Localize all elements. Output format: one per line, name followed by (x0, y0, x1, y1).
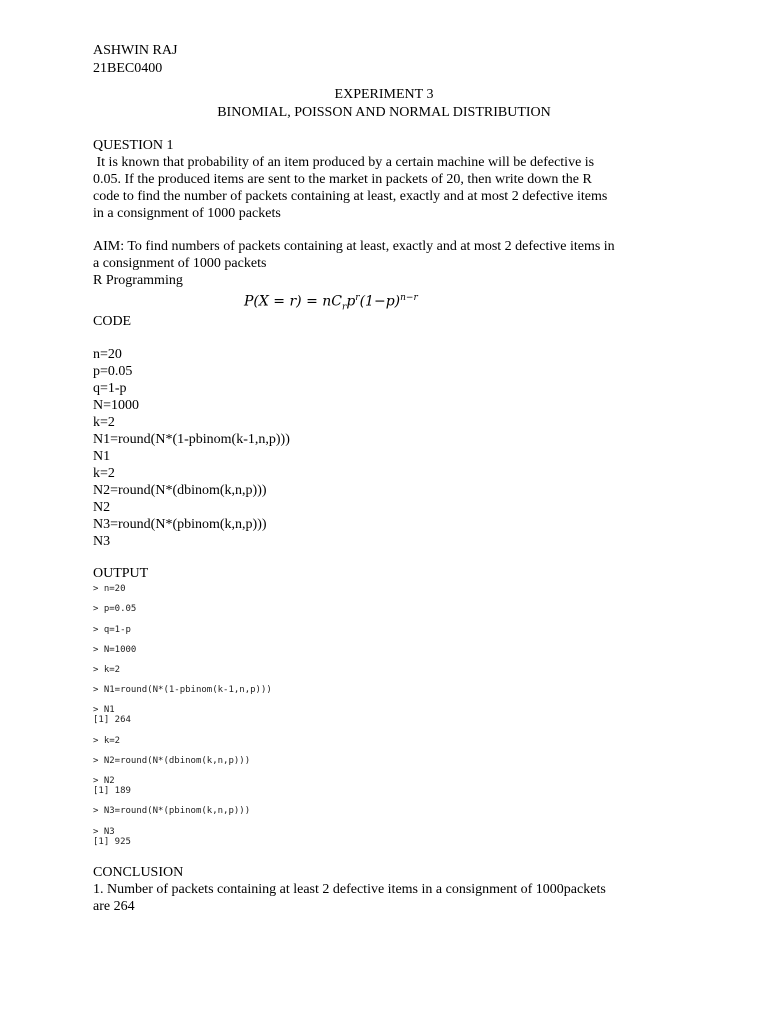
console-line: > N1 (93, 705, 115, 715)
question-line: code to find the number of packets containing at least, exactly and at most 2 defective items (93, 189, 608, 204)
console-line: > n=20 (93, 584, 126, 594)
console-result: [1] 189 (93, 786, 131, 796)
console-line: > p=0.05 (93, 604, 137, 614)
console-result: [1] 925 (93, 837, 131, 847)
question-heading: QUESTION 1 (93, 138, 174, 153)
registration-number: 21BEC0400 (93, 61, 163, 76)
author-name: ASHWIN RAJ (93, 43, 178, 58)
aim-line: a consignment of 1000 packets (93, 256, 267, 271)
question-line: in a consignment of 1000 packets (93, 206, 281, 221)
console-line: > N2 (93, 776, 115, 786)
experiment-title: EXPERIMENT 3 (334, 87, 434, 102)
console-line: > N2=round(N*(dbinom(k,n,p))) (93, 756, 251, 766)
code-line: p=0.05 (93, 364, 133, 379)
console-line: > N3=round(N*(pbinom(k,n,p))) (93, 806, 251, 816)
experiment-subject: BINOMIAL, POISSON AND NORMAL DISTRIBUTION (217, 105, 551, 120)
r-programming-label: R Programming (93, 273, 183, 288)
console-line: > k=2 (93, 736, 121, 746)
console-line: > N1=round(N*(1-pbinom(k-1,n,p))) (93, 685, 272, 695)
conclusion-line: 1. Number of packets containing at least 2 defective items in a consignment of 1000packets (93, 882, 606, 897)
code-line: N2=round(N*(dbinom(k,n,p))) (93, 483, 267, 498)
console-result: [1] 264 (93, 715, 131, 725)
conclusion-heading: CONCLUSION (93, 865, 184, 880)
code-heading: CODE (93, 314, 132, 329)
code-line: N1=round(N*(1-pbinom(k-1,n,p))) (93, 432, 290, 447)
code-line: k=2 (93, 466, 115, 481)
code-line: n=20 (93, 347, 122, 362)
code-line: N3 (93, 534, 111, 549)
conclusion-line: are 264 (93, 899, 135, 914)
console-line: > N3 (93, 827, 115, 837)
code-line: k=2 (93, 415, 115, 430)
binomial-formula: $P(X = r) = nC_rp^r(1-p)^{n-r}$ (244, 293, 418, 313)
code-line: N3=round(N*(pbinom(k,n,p))) (93, 517, 267, 532)
console-line: > q=1-p (93, 625, 131, 635)
question-line: It is known that probability of an item produced by a certain machine will be defective is (93, 155, 595, 170)
code-line: N=1000 (93, 398, 140, 413)
code-line: N2 (93, 500, 111, 515)
console-line: > N=1000 (93, 645, 137, 655)
question-line: 0.05. If the produced items are sent to the market in packets of 20, then write down the R (93, 172, 592, 187)
output-heading: OUTPUT (93, 566, 149, 581)
code-line: N1 (93, 449, 111, 464)
console-line: > k=2 (93, 665, 121, 675)
aim-line: AIM: To find numbers of packets containing at least, exactly and at most 2 defective items in (93, 239, 615, 254)
code-line: q=1-p (93, 381, 127, 396)
